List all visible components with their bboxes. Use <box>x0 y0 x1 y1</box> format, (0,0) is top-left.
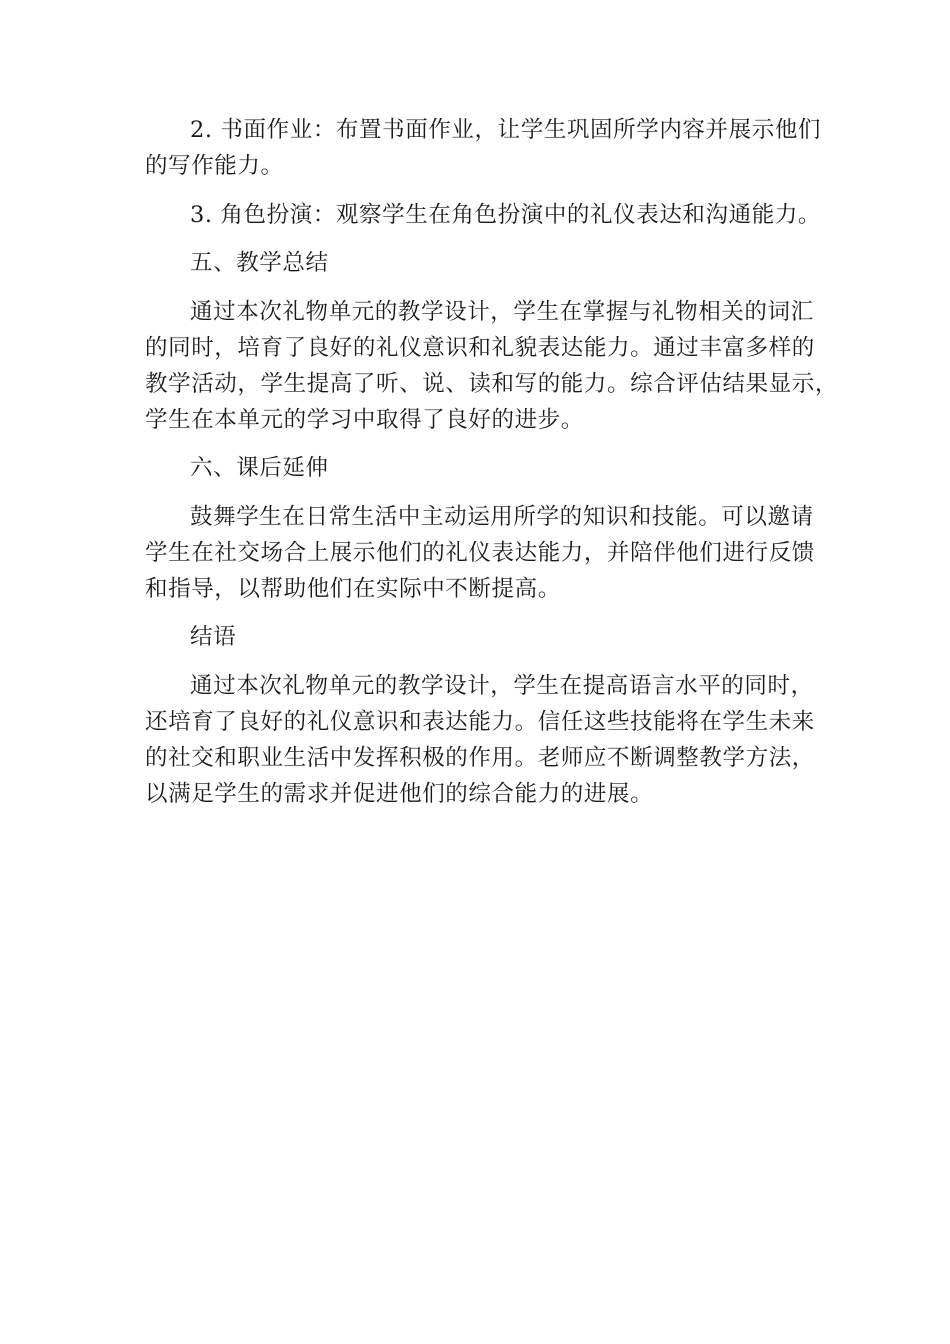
document-page <box>145 112 839 812</box>
paragraph-line: 还培育了良好的礼仪意识和表达能力。信任这些技能将在学生未来 <box>145 708 815 735</box>
paragraph-conclusion <box>145 668 813 812</box>
paragraph-after-class-extension <box>145 499 813 607</box>
section-heading: 结语 <box>190 624 237 650</box>
section-after-class-extension <box>145 450 813 486</box>
paragraph-line: 3. 角色扮演：观察学生在角色扮演中的礼仪表达和沟通能力。 <box>190 201 822 228</box>
paragraph-line: 的社交和职业生活中发挥积极的作用。老师应不断调整教学方法， <box>145 744 815 771</box>
paragraph-line: 以满足学生的需求并促进他们的综合能力的进展。 <box>145 780 654 807</box>
paragraph-line: 的写作能力。 <box>145 153 284 179</box>
section-heading: 五、教学总结 <box>190 250 329 276</box>
paragraph-line: 通过本次礼物单元的教学设计，学生在掌握与礼物相关的词汇 <box>190 298 814 325</box>
paragraph-line: 教学活动，学生提高了听、说、读和写的能力。综合评估结果显示， <box>145 370 839 397</box>
section-heading: 六、课后延伸 <box>190 455 329 481</box>
paragraph-line: 的同时，培育了良好的礼仪意识和礼貌表达能力。通过丰富多样的 <box>145 334 815 361</box>
paragraph-line: 学生在本单元的学习中取得了良好的进步。 <box>145 406 584 433</box>
list-item-written-homework <box>145 112 822 184</box>
section-teaching-summary <box>145 245 813 281</box>
paragraph-line: 通过本次礼物单元的教学设计，学生在提高语言水平的同时， <box>190 672 814 699</box>
paragraph-line: 和指导，以帮助他们在实际中不断提高。 <box>145 575 561 602</box>
paragraph-line: 鼓舞学生在日常生活中主动运用所学的知识和技能。可以邀请 <box>190 503 814 530</box>
list-item-role-play <box>145 197 822 233</box>
section-conclusion <box>145 619 813 655</box>
paragraph-line: 学生在社交场合上展示他们的礼仪表达能力，并陪伴他们进行反馈 <box>145 539 815 566</box>
paragraph-teaching-summary <box>145 294 839 438</box>
paragraph-line: 2. 书面作业：布置书面作业，让学生巩固所学内容并展示他们 <box>190 117 822 143</box>
